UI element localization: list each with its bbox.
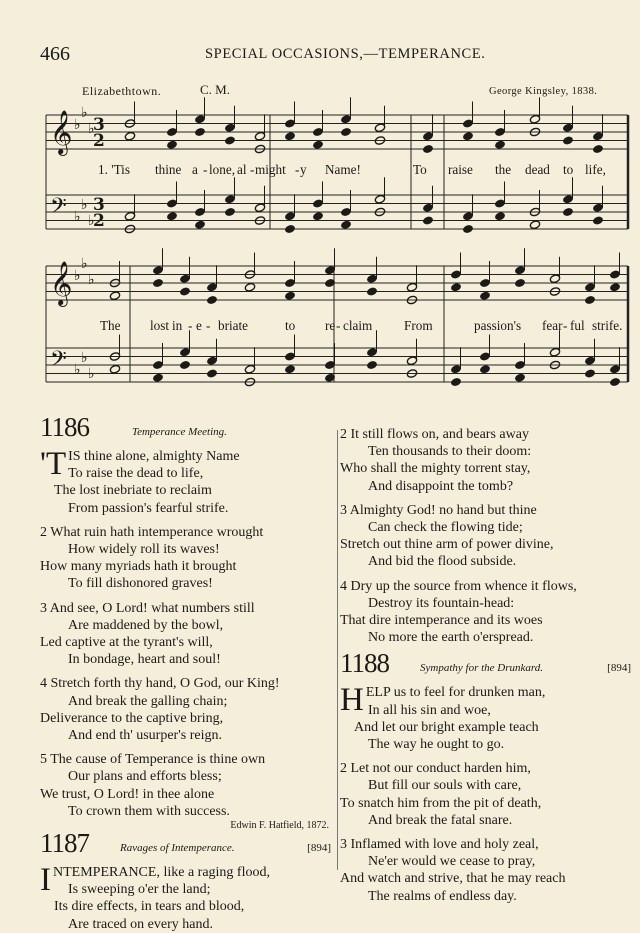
hymn-line: To crown them with success. (68, 803, 230, 819)
hymn-line: And watch and strive, that he may reach (340, 871, 566, 887)
hymn-line: Are maddened by the bowl, (68, 617, 224, 633)
hymn-line: In all his sin and woe, (368, 702, 491, 718)
lyric-syllable: lone, (209, 162, 236, 177)
hymn-line: Its dire effects, in tears and blood, (54, 899, 245, 915)
drop-cap: 'T (40, 446, 67, 482)
svg-text:♭: ♭ (74, 362, 81, 378)
left-column (40, 412, 335, 933)
hymn-line: To snatch him from the pit of death, (340, 795, 542, 811)
lyric-syllable: dead (525, 162, 550, 177)
hymn-line: 3 Inflamed with love and holy zeal, (340, 837, 539, 853)
lyric-syllable: To (413, 162, 427, 177)
hymn-line: And break the galling chain; (68, 693, 228, 709)
hymn-line: In bondage, heart and soul! (68, 652, 221, 668)
hymn-line: 4 Dry up the source from whence it flows, (340, 578, 577, 594)
hymn-line: The realms of endless day. (368, 888, 517, 904)
hymn-line: INTEMPERANCE, like a raging flood, (40, 862, 270, 899)
lyric-syllable: The (100, 318, 121, 333)
svg-text:♭: ♭ (74, 209, 81, 225)
hymn-ref: [894] (607, 662, 631, 675)
lyric-syllable: life, (585, 162, 606, 177)
treble-clef-icon: 𝄞 (50, 261, 73, 305)
hymn-line: From passion's fearful strife. (68, 500, 229, 516)
svg-text:♭: ♭ (88, 272, 95, 288)
bass-clef-icon: 𝄢 (50, 347, 67, 377)
lyric-syllable: passion's (474, 318, 522, 333)
hymn-number: 1187 (40, 828, 89, 859)
svg-text:♭: ♭ (74, 268, 81, 284)
hymn-line: That dire intemperance and its woes (340, 613, 543, 629)
lyric-syllable: e (196, 318, 202, 333)
hymn-line: How widely roll its waves! (68, 542, 220, 558)
lyric-syllable: - (336, 318, 341, 333)
hymn-line: Ten thousands to their doom: (368, 444, 532, 460)
hymn-line: And let our bright example teach (354, 719, 539, 735)
lyric-syllable: briate (218, 318, 249, 333)
lyric-syllable: - (206, 318, 211, 333)
music-score (0, 0, 640, 400)
page-number: 466 (40, 43, 70, 65)
hymn-1187-text (40, 864, 335, 933)
hymn-line: Our plans and efforts bless; (68, 769, 222, 785)
hymn-title: Temperance Meeting. (132, 426, 227, 438)
hymn-ref: [894] (307, 842, 331, 855)
svg-text:3: 3 (93, 115, 105, 135)
lyric-syllable: From (404, 318, 433, 333)
hymn-line: We trust, O Lord! in thee alone (40, 786, 215, 802)
hymn-line: To fill dishonored graves! (68, 576, 213, 592)
svg-text:♭: ♭ (81, 256, 88, 272)
hymn-line: 4 Stretch forth thy hand, O God, our King! (40, 676, 280, 692)
hymn-title: Sympathy for the Drunkard. (420, 662, 544, 675)
hymn-line: 3 And see, O Lord! what numbers still (40, 600, 255, 616)
hymn-line: Who shall the mighty torrent stay, (340, 461, 531, 477)
lyric-syllable: - (563, 318, 568, 333)
lyric-syllable: fear (542, 318, 563, 333)
drop-cap: H (340, 682, 364, 719)
lyric-syllable: re (325, 318, 336, 333)
hymn-number: 1188 (340, 648, 389, 679)
hymn-1187-header (40, 828, 335, 864)
hymn-line: 'TIS thine alone, almighty Name (40, 446, 240, 482)
tune-name: Elizabethtown. (82, 84, 162, 98)
tune-composer: George Kingsley, 1838. (489, 86, 598, 97)
hymn-line: To raise the dead to life, (68, 466, 204, 482)
hymn-line: Ne'er would we cease to pray, (368, 854, 536, 870)
lyric-syllable: - (250, 162, 255, 177)
hymn-line: HELP us to feel for drunken man, (340, 682, 546, 719)
lyric-syllable: - (203, 162, 208, 177)
svg-text:2: 2 (93, 131, 105, 151)
hymn-1186-header (40, 412, 335, 448)
svg-text:♭: ♭ (81, 350, 88, 366)
hymn-line: Deliverance to the captive bring, (40, 710, 224, 726)
bass-clef-icon: 𝄢 (50, 194, 67, 224)
svg-text:♭: ♭ (74, 117, 81, 133)
hymn-number: 1186 (40, 412, 89, 442)
hymn-line: 2 Let not our conduct harden him, (340, 761, 531, 777)
hymn-line: 2 What ruin hath intemperance wrought (40, 524, 264, 540)
svg-text:♭: ♭ (88, 121, 95, 137)
drop-cap: I (40, 862, 51, 899)
lyric-syllable: - (295, 162, 300, 177)
lyric-syllable: ful (570, 318, 585, 333)
lyric-syllable: to (285, 318, 296, 333)
hymn-line: 3 Almighty God! no hand but thine (340, 502, 537, 518)
lyric-syllable: strife. (592, 318, 623, 333)
lyric-syllable: might (255, 162, 286, 177)
hymn-line: 2 It still flows on, and bears away (340, 427, 529, 442)
lyric-syllable: in (172, 318, 183, 333)
hymn-line: Stretch out thine arm of power divine, (340, 537, 554, 553)
hymn-line: And bid the flood subside. (368, 554, 517, 570)
column-divider (337, 430, 338, 870)
svg-text:2: 2 (93, 211, 105, 231)
lyric-syllable: al (237, 162, 247, 177)
hymn-line: And break the fatal snare. (368, 812, 513, 828)
tune-meter: C. M. (200, 82, 230, 97)
hymn-line: Destroy its fountain-head: (368, 595, 515, 611)
hymn-1187-text-continued (340, 426, 635, 646)
hymn-line: And end th' usurper's reign. (68, 728, 222, 744)
page-title: SPECIAL OCCASIONS,—TEMPERANCE. (205, 46, 486, 62)
hymn-author: Edwin F. Hatfield, 1872. (230, 820, 329, 832)
hymn-1188-text (340, 684, 635, 904)
hymn-line: No more the earth o'erspread. (368, 630, 534, 646)
lyric-syllable: to (563, 162, 574, 177)
svg-text:♭: ♭ (81, 105, 88, 121)
hymn-line: Led captive at the tyrant's will, (40, 635, 213, 651)
lyric-syllable: - (188, 318, 193, 333)
lyric-syllable: 1. 'Tis (98, 162, 130, 177)
lyric-syllable: thine (155, 162, 182, 177)
lyric-syllable: y (300, 162, 307, 177)
hymn-line: But fill our souls with care, (368, 778, 522, 794)
right-column (340, 426, 635, 905)
svg-text:♭: ♭ (81, 197, 88, 213)
hymn-line: Are traced on every hand. (68, 916, 213, 932)
hymn-line: How many myriads hath it brought (40, 559, 237, 575)
lyric-syllable: the (495, 162, 512, 177)
svg-text:♭: ♭ (88, 213, 95, 229)
hymn-1186-text (40, 448, 335, 820)
lyric-syllable: a (192, 162, 198, 177)
hymn-line: And disappoint the tomb? (368, 478, 514, 494)
svg-text:♭: ♭ (88, 366, 95, 382)
lyric-syllable: raise (448, 162, 473, 177)
hymn-line: The way he ought to go. (368, 737, 505, 753)
lyric-syllable: lost (150, 318, 170, 333)
hymn-line: Can check the flowing tide; (368, 520, 523, 536)
hymn-title: Ravages of Intemperance. (120, 842, 235, 855)
treble-clef-icon: 𝄞 (50, 110, 73, 154)
lyric-syllable: Name! (325, 162, 361, 177)
hymn-line: The lost inebriate to reclaim (54, 483, 212, 499)
hymn-line: 5 The cause of Temperance is thine own (40, 752, 266, 768)
hymn-1188-header (340, 648, 635, 684)
hymn-line: Is sweeping o'er the land; (68, 882, 211, 898)
svg-text:3: 3 (93, 195, 105, 215)
lyric-syllable: claim (343, 318, 373, 333)
